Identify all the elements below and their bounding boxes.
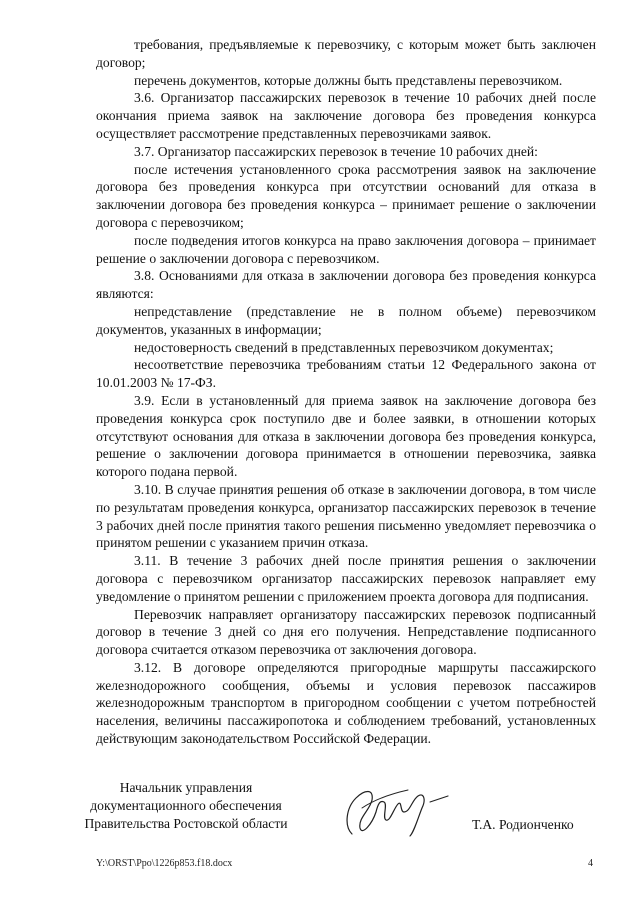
paragraph-documents-list: перечень документов, которые должны быть представлены перевозчиком. <box>134 72 563 88</box>
paragraph-3-8: 3.8. Основаниями для отказа в заключении договора без проведения конкурса являются: <box>96 268 596 302</box>
signatory-position <box>70 779 302 833</box>
document-body <box>96 36 596 748</box>
paragraph-3-8-item-3: несоответствие перевозчика требованиям статьи 12 Федерального закона от 10.01.2003 № 17-ФЗ. <box>96 357 596 391</box>
paragraph-3-9: 3.9. Если в установленный для приема заявок на заключение договора без проведения конкурса срок поступило две и более заявки, в отношении которых отсутствуют основания для отказа в заключении договора без проведения конкурса, решение о заключении договора принимается в отношении перевозчика, заявка которого подана первой. <box>96 392 596 480</box>
paragraph-3-7: 3.7. Организатор пассажирских перевозок в течение 10 рабочих дней: <box>134 143 538 159</box>
paragraph-3-11-carrier: Перевозчик направляет организатору пассажирских перевозок подписанный договор в течение 3 дней со дня его получения. Непредставление подписанного договора считается отказом перевозчика от заключения договора. <box>96 606 596 658</box>
paragraph-3-7-item-1: после истечения установленного срока рассмотрения заявок на заключение договора без проведения конкурса при отсутствии оснований для отказа в заключении договора без проведения конкурса – принимает решение о заключении договора с перевозчиком; <box>96 161 596 230</box>
paragraph-3-11: 3.11. В течение 3 рабочих дней после принятия решения о заключении договора с перевозчиком организатор пассажирских перевозок направляет ему уведомление о принятом решении с приложением проекта договора для подписания. <box>96 553 596 604</box>
footer-file-path: Y:\ORST\Ppo\1226p853.f18.docx <box>96 858 233 869</box>
paragraph-3-6: 3.6. Организатор пассажирских перевозок в течение 10 рабочих дней после окончания приема заявок на заключение договора без проведения конкурса осуществляет рассмотрение представленных перевозчиками заявок. <box>96 90 596 141</box>
page-number: 4 <box>588 858 593 869</box>
handwritten-signature <box>338 778 458 840</box>
paragraph-3-8-item-1: непредставление (представление не в полном объеме) перевозчиком документов, указанных в информации; <box>96 303 596 337</box>
signatory-name: Т.А. Родионченко <box>472 817 574 832</box>
paragraph-3-8-item-2: недостоверность сведений в представленных перевозчиком документах; <box>134 339 554 355</box>
paragraph-3-12: 3.12. В договоре определяются пригородные маршруты пассажирского железнодорожного сообщения, объемы и условия перевозок пассажиров железнодорожным транспортом в пригородном сообщении с учетом потребностей населения, величины пассажиропотока и соблюдением требований, установленных действующим законодательством Российской Федерации. <box>96 659 596 747</box>
paragraph-carryover-requirements: требования, предъявляемые к перевозчику, с которым может быть заключен договор; <box>96 37 596 70</box>
signatory-position-line: Правительства Ростовской области <box>84 816 288 831</box>
signatory-position-line: документационного обеспечения <box>90 798 282 813</box>
paragraph-3-10: 3.10. В случае принятия решения об отказе в заключении договора, в том числе по результатам проведения конкурса, организатор пассажирских перевозок в течение 3 рабочих дней после принятия такого решения письменно уведомляет перевозчика о принятом решении с указанием причин отказа. <box>96 481 596 551</box>
signatory-position-line: Начальник управления <box>119 780 253 795</box>
paragraph-3-7-item-2: после подведения итогов конкурса на право заключения договора – принимает решение о заключении договора с перевозчиком. <box>96 232 596 266</box>
